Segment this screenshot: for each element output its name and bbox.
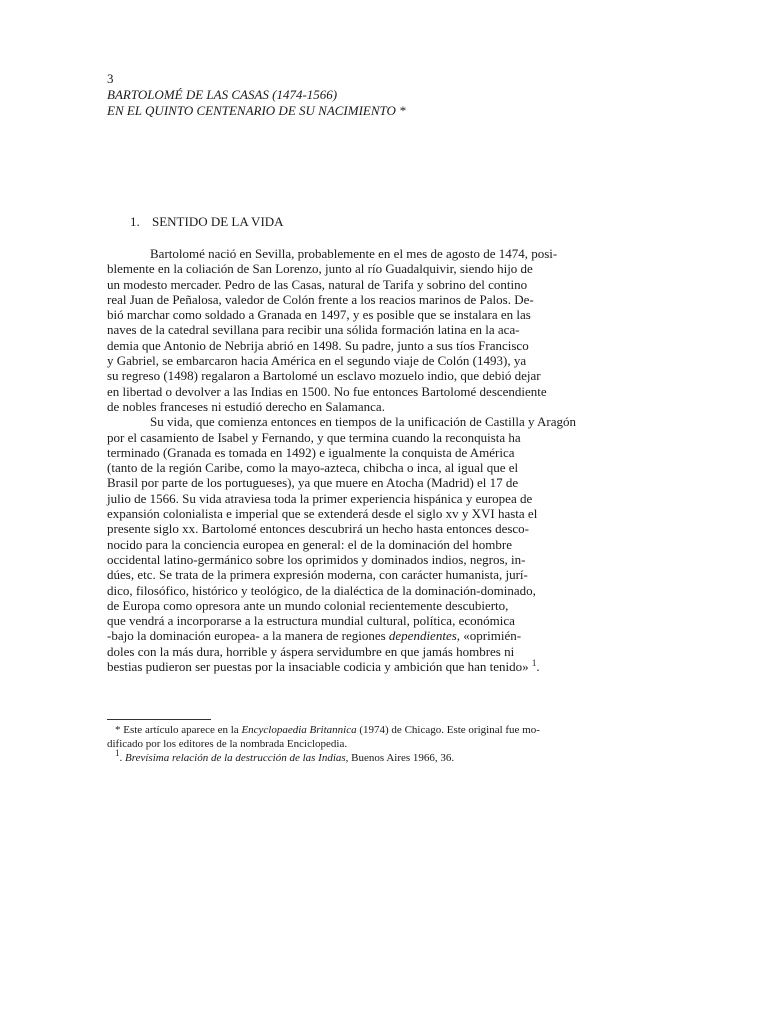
text-line: julio de 1566. Su vida atraviesa toda la primer experiencia hispánica y europea de [107,490,533,506]
text-line: dúes, etc. Se trata de la primera expresión moderna, con carácter humanista, jurí- [107,567,528,583]
page-header [107,71,406,119]
text-span: . [536,659,540,675]
text-line: su regreso (1498) regalaron a Bartolomé un esclavo mozuelo indio, que debió dejar [107,368,541,384]
text-span: -bajo la dominación europea- a la manera de regiones [107,628,389,644]
footnotes [107,723,627,765]
text-span: , «oprimién- [456,628,522,644]
footnote-ref: 1 [531,658,537,669]
text-line: bió marchar como soldado a Granada en 1497, y es posible que se instalara en las [107,307,531,323]
text-line: real Juan de Peñalosa, valedor de Colón frente a los reacios marinos de Palos. De- [107,291,534,307]
text-line: que vendrá a incorporarse a la estructura mundial cultural, política, económica [107,613,515,629]
text-span: , Buenos Aires 1966, 36. [345,752,455,764]
text-span: (1974) de Chicago. Este original fue mo- [356,724,540,736]
text-span: . [119,752,125,764]
text-line: Su vida, que comienza entonces en tiempos de la unificación de Castilla y Aragón [150,414,576,430]
text-line: naves de la catedral sevillana para recibir una sólida formación latina en la aca- [107,322,520,338]
text-line: nocido para la conciencia europea en general: el de la dominación del hombre [107,536,512,552]
title-line-2: EN EL QUINTO CENTENARIO DE SU NACIMIENTO * [107,103,406,118]
text-line: terminado (Granada es tomada en 1492) e igualmente la conquista de América [107,444,515,460]
footnote-line [107,723,627,737]
text-line: (tanto de la región Caribe, como la mayo-azteca, chibcha o inca, al igual que el [107,460,519,476]
text-line: expansión colonialista e imperial que se extenderá desde el siglo xv y XVI hasta el [107,506,538,522]
body-text [107,246,627,674]
text-line: occidental latino-germánico sobre los oprimidos y dominados indios, negros, in- [107,551,526,567]
text-line: de Europa como opresora ante un mundo colonial recientemente descubierto, [107,597,509,613]
text-line: dico, filosófico, histórico y teológico, de la dialéctica de la dominación-dominado, [107,582,536,598]
italic-term: dependientes [388,628,457,644]
footnote-divider [107,719,211,720]
text-line: en libertad o devolver a las Indias en 1500. No fue entonces Bartolomé descendiente [107,383,547,399]
text-line: doles con la más dura, horrible y áspera servidumbre en que jamás hombres ni [107,643,515,659]
section-title: SENTIDO DE LA VIDA [152,214,284,229]
text-line: presente siglo xx. Bartolomé entonces descubrirá un hecho hasta entonces desco- [107,521,529,537]
section-number: 1. [130,214,140,229]
italic-title: Brevísima relación de la destrucción de las Indias [125,752,346,764]
text-line: demia que Antonio de Nebrija abrió en 1498. Su padre, junto a sus tíos Francisco [107,337,529,353]
footnote-number: 1 [115,748,120,758]
section-heading [130,214,284,230]
text-line: Brasil por parte de los portugueses), ya que muere en Atocha (Madrid) el 17 de [107,475,519,491]
text-line: Bartolomé nació en Sevilla, probablemente en el mes de agosto de 1474, posi- [150,246,558,261]
footnote-line [107,748,627,765]
text-span: * Este artículo aparece en la [115,724,242,736]
text-span: bestias pudieron ser puestas por la insaciable codicia y ambición que han tenido» [107,659,529,675]
text-line: y Gabriel, se embarcaron hacia América en el segundo viaje de Colón (1493), ya [107,353,527,369]
title-line-1: BARTOLOMÉ DE LAS CASAS (1474-1566) [107,87,338,102]
text-line [107,659,627,674]
footnote-line: dificado por los editores de la nombrada Enciclopedia. [107,738,348,750]
italic-title: Encyclopaedia Britannica [241,724,357,736]
text-line: un modesto mercader. Pedro de las Casas, natural de Tarifa y sobrino del contino [107,276,528,292]
text-line: de nobles franceses ni estudió derecho en Salamanca. [107,398,385,414]
text-line: blemente en la coliación de San Lorenzo, junto al río Guadalquivir, siendo hijo de [107,261,533,277]
text-line: por el casamiento de Isabel y Fernando, y que termina cuando la reconquista ha [107,429,521,445]
page-number: 3 [107,71,114,86]
text-line [107,628,627,643]
